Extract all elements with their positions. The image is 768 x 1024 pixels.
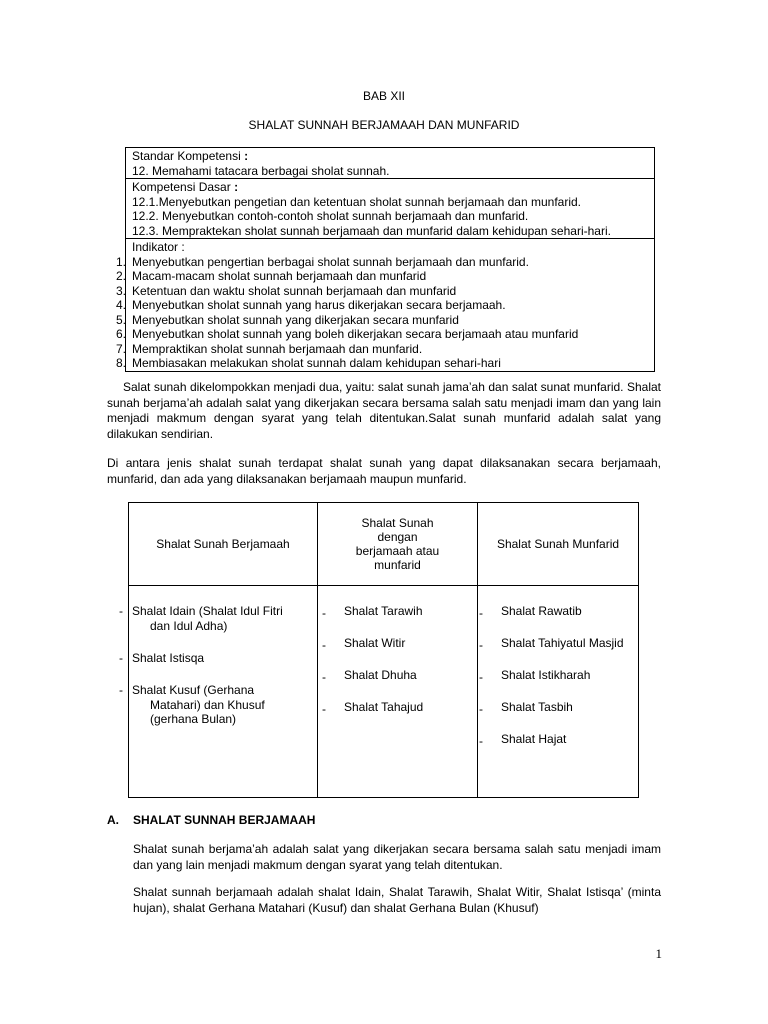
- basic-item: 12.3. Mempraktekan sholat sunnah berjamaah dan munfarid dalam kehidupan sehari-hari.: [132, 223, 611, 238]
- standard-item: 12. Memahami tatacara berbagai sholat sunnah.: [132, 163, 390, 178]
- indicator-text: Menyebutkan sholat sunnah yang harus dikerjakan secara berjamaah.: [132, 298, 506, 312]
- list-item: Shalat Istikharah: [501, 668, 591, 682]
- list-dash: -: [322, 670, 326, 684]
- section-heading-text: SHALAT SUNNAH BERJAMAAH: [133, 813, 316, 827]
- list-dash: -: [479, 638, 483, 652]
- indicator-number: 8.: [115, 356, 126, 370]
- header-berjamaah: Shalat Sunah Berjamaah: [156, 537, 290, 551]
- prayer-types-table: [119, 502, 639, 798]
- header-munfarid: Shalat Sunah Munfarid: [496, 537, 620, 551]
- intro-paragraph: Salat sunah dikelompokkan menjadi dua, yaitu: salat sunah jama’ah dan salat sunat munfarid. Shalat sunah berjama’ah adalah salat yang dikerjakan secara bersama salah satu menjadi imam dan yang lain menjadi makmum dengan syarat yang telah ditentukan.Salat sunah munfarid adalah salat yang dilakukan sendirian.: [107, 380, 661, 441]
- standard-competence: Standar Kompetensi : 12. Memahami tatacara berbagai sholat sunnah.: [126, 148, 654, 178]
- list-item: Shalat Dhuha: [344, 668, 417, 682]
- list-item: Shalat Tahiyatul Masjid: [501, 636, 624, 650]
- indicator-text: Macam-macam sholat sunnah berjamaah dan munfarid: [132, 269, 427, 283]
- list-item: Shalat Tasbih: [501, 700, 573, 714]
- list-dash: -: [479, 702, 483, 716]
- indicator-item: [115, 269, 654, 284]
- standard-label: Standar Kompetensi: [132, 149, 241, 163]
- list-item: Shalat Tahajud: [344, 700, 424, 714]
- indicator-text: Menyebutkan sholat sunnah yang dikerjakan secara munfarid: [132, 312, 459, 327]
- indicator-item: [115, 327, 654, 342]
- list-item: Shalat Istisqa: [132, 651, 205, 665]
- indicator-item: [115, 254, 654, 270]
- indicators: [115, 238, 654, 371]
- indicator-number: 5.: [115, 312, 126, 327]
- indicator-number: 4.: [115, 298, 126, 312]
- indicator-text: Menyebutkan sholat sunnah yang boleh dikerjakan secara berjamaah atau munfarid: [132, 327, 579, 341]
- indicator-item: [115, 312, 654, 328]
- basic-item: 12.2. Menyebutkan contoh-contoh sholat sunnah berjamaah dan munfarid.: [132, 209, 529, 223]
- item-line: Shalat Kusuf (Gerhana: [132, 683, 255, 697]
- competence-box: [115, 147, 655, 372]
- indicator-item: [115, 356, 654, 371]
- list-dash: -: [119, 683, 123, 697]
- list-item: Shalat Hajat: [501, 732, 567, 746]
- header-both: Shalat Sunah dengan berjamaah atau munfarid: [355, 516, 440, 572]
- item-line: dan Idul Adha): [150, 618, 228, 633]
- basic-item: 12.1.Menyebutkan pengetian dan ketentuan sholat sunnah berjamaah dan munfarid.: [132, 194, 581, 209]
- list-item: [132, 604, 283, 633]
- indicator-item: [115, 298, 654, 313]
- indicator-number: 7.: [115, 341, 126, 356]
- list-item: Shalat Witir: [344, 636, 406, 650]
- page-number: 1: [655, 946, 662, 961]
- list-dash: -: [322, 638, 326, 652]
- list-item: [132, 683, 265, 727]
- types-paragraph: Di antara jenis shalat sunah terdapat shalat sunah yang dapat dilaksanakan secara berjamaah, munfarid, dan ada yang dilaksanakan berjamaah maupun munfarid.: [107, 456, 661, 486]
- indicator-text: Membiasakan melakukan sholat sunnah dalam kehidupan sehari-hari: [132, 356, 501, 370]
- indicator-number: 1.: [115, 254, 126, 269]
- indicator-number: 3.: [115, 283, 126, 298]
- list-dash: -: [479, 606, 483, 620]
- indicator-number: 6.: [115, 327, 126, 341]
- indicator-number: 2.: [115, 269, 126, 283]
- indicator-item: [115, 341, 654, 357]
- section-a-paragraph: Shalat sunnah berjamaah adalah shalat Idain, Shalat Tarawih, Shalat Witir, Shalat Istisqa’ (minta hujan), shalat Gerhana Matahari (Kusuf) dan shalat Gerhana Bulan (Khusuf): [133, 885, 661, 915]
- indicator-label: Indikator :: [132, 240, 185, 254]
- list-dash: -: [119, 604, 123, 618]
- section-letter: A.: [107, 813, 119, 827]
- basic-label: Kompetensi Dasar: [132, 180, 231, 194]
- section-a-paragraph: Shalat sunah berjama’ah adalah salat yang dikerjakan secara bersama salah satu menjadi imam dan yang lain menjadi makmum dengan syarat yang telah ditentukan.: [133, 842, 661, 872]
- chapter-label: BAB XII: [362, 89, 406, 103]
- list-dash: -: [479, 670, 483, 684]
- indicator-text: Mempraktikan sholat sunnah berjamaah dan munfarid.: [132, 341, 423, 356]
- section-a-heading: [107, 813, 315, 827]
- item-line: (gerhana Bulan): [150, 712, 237, 726]
- list-dash: -: [119, 651, 123, 665]
- page-title: SHALAT SUNNAH BERJAMAAH DAN MUNFARID: [248, 118, 520, 132]
- list-dash: -: [479, 734, 483, 748]
- basic-competence: Kompetensi Dasar : 12.1.Menyebutkan pengetian dan ketentuan sholat sunnah berjamaah dan munfarid. 12.2. Menyebutkan contoh-contoh sholat sunnah berjamaah dan munfarid. 12.3. Mempraktekan sholat sunnah berjamaah dan munfarid dalam kehidupan sehari-hari.: [126, 178, 654, 238]
- list-dash: -: [322, 606, 326, 620]
- indicator-text: Ketentuan dan waktu sholat sunnah berjamaah dan munfarid: [132, 283, 457, 298]
- item-line: Shalat Idain (Shalat Idul Fitri: [132, 604, 283, 618]
- indicator-item: [115, 283, 654, 299]
- list-item: Shalat Rawatib: [501, 604, 582, 618]
- indicator-text: Menyebutkan pengertian berbagai sholat sunnah berjamaah dan munfarid.: [132, 254, 529, 269]
- item-line: Matahari) dan Khusuf: [150, 697, 265, 712]
- list-item: Shalat Tarawih: [344, 604, 423, 618]
- list-dash: -: [322, 702, 326, 716]
